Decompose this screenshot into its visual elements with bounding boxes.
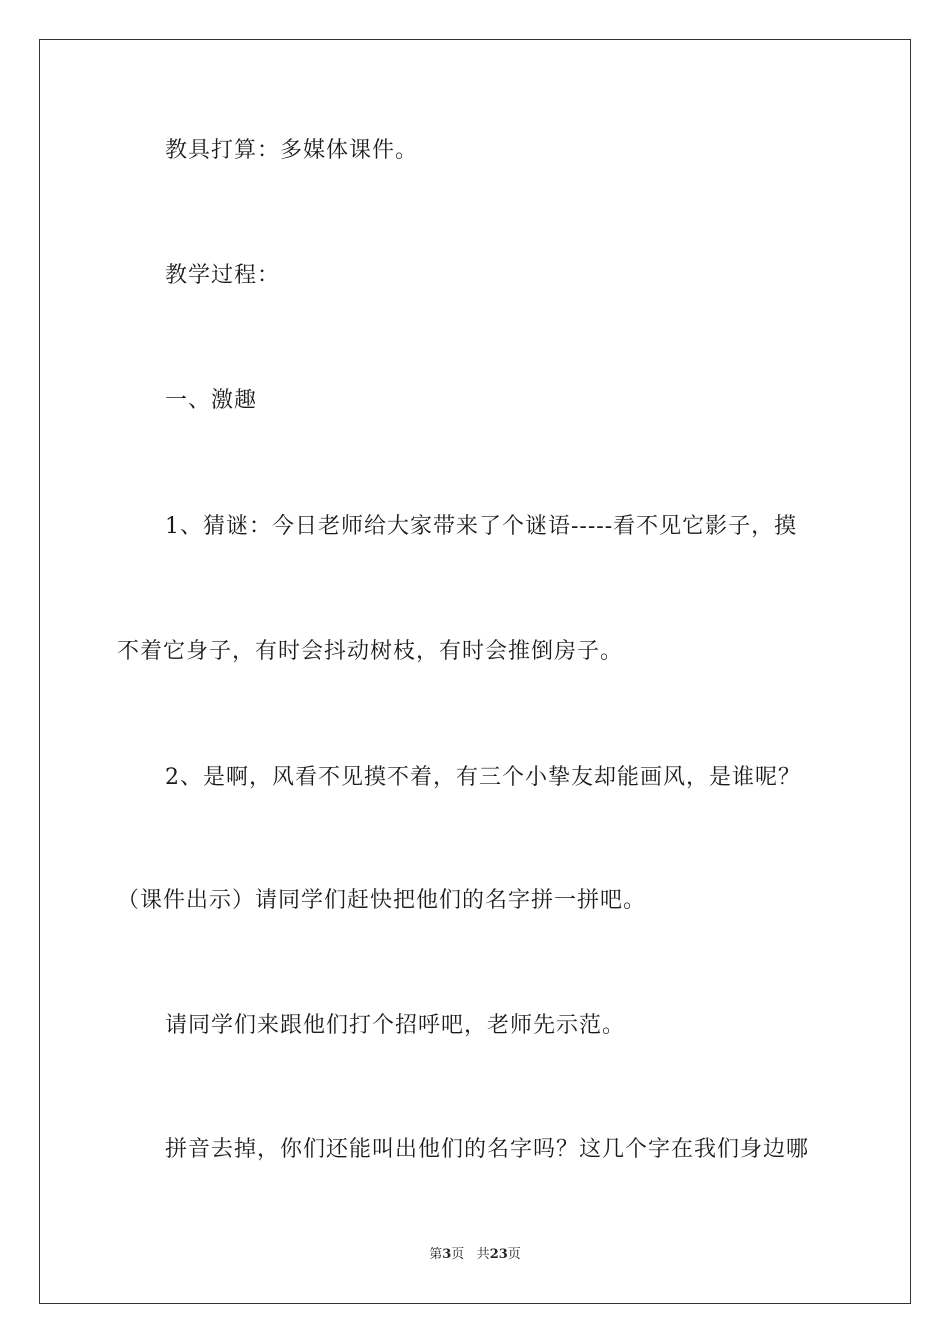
total-suffix: 页 (507, 1247, 521, 1262)
paragraph-riddle-line-1: 1、猜谜：今日老师给大家带来了个谜语-----看不见它影子，摸 (165, 514, 798, 539)
paragraph-friends-line-1: 2、是啊，风看不见摸不着，有三个小挚友却能画风，是谁呢？ (165, 765, 801, 790)
paragraph-greeting: 请同学们来跟他们打个招呼吧，老师先示范。 (165, 1013, 626, 1038)
page-total: 23 (489, 1247, 508, 1262)
paragraph-friends-line-2: （课件出示）请同学们赶快把他们的名字拼一拼吧。 (117, 888, 647, 913)
paragraph-teaching-aids: 教具打算：多媒体课件。 (165, 138, 419, 163)
page-suffix: 页 (451, 1247, 465, 1262)
total-prefix: 共 (476, 1247, 490, 1262)
page-prefix: 第 (429, 1247, 443, 1262)
paragraph-pinyin: 拼音去掉，你们还能叫出他们的名字吗？这几个字在我们身边哪 (165, 1137, 810, 1162)
section-heading-motivation: 一、激趣 (165, 388, 258, 413)
page-number: 3 (442, 1247, 452, 1262)
page-footer (0, 1246, 950, 1264)
paragraph-riddle-line-2: 不着它身子，有时会抖动树枝，有时会推倒房子。 (117, 639, 624, 664)
page-border (39, 39, 911, 1304)
paragraph-teaching-process: 教学过程： (165, 263, 281, 288)
